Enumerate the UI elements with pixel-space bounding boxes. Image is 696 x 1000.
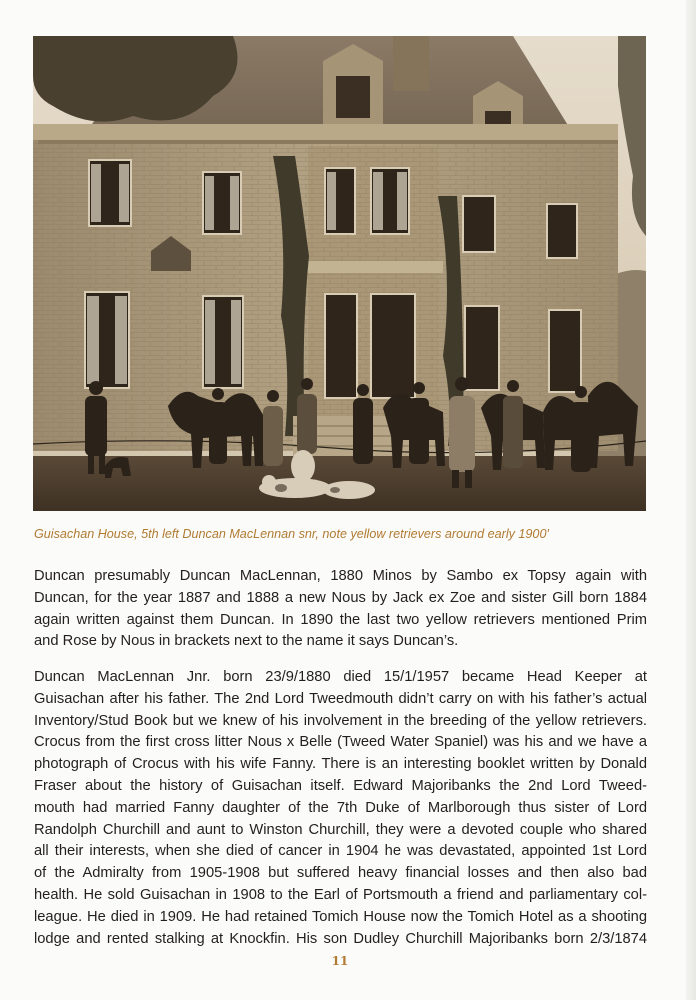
page-edge <box>686 0 696 1000</box>
body-paragraph-1 <box>34 566 647 653</box>
text-line: Duncan MacLennan Jnr. born 23/9/1880 died 15/1/1957 became Head Keeper at <box>34 669 647 685</box>
house-photo <box>33 36 646 511</box>
text-line: and Rose by Nous in brackets next to the name it says Duncan’s. <box>34 633 459 650</box>
photo-caption: Guisachan House, 5th left Duncan MacLennan snr, note yellow retrievers around early 1900' <box>34 527 549 541</box>
page-number: 11 <box>331 954 349 968</box>
text-line: league. He died in 1909. He had retained Tomich House now the Tomich Hotel as a shooting <box>34 908 647 925</box>
text-line: Inventory/Stud Book but we knew of his involvement in the breeding of the yellow retrievers. <box>34 712 647 729</box>
text-line: of the Admiralty from 1905-1908 but suffered heavy financial losses and then also bad <box>34 865 647 882</box>
body-paragraph-2 <box>34 667 647 950</box>
text-line: Crocus from the first cross litter Nous x Belle (Tweed Water Spaniel) was his and we have a <box>34 734 647 751</box>
text-line: lodge and rented stalking at Knockfin. His son Dudley Churchill Majoribanks born 2/3/1874 <box>34 930 647 947</box>
text-line: Duncan presumably Duncan MacLennan, 1880 Minos by Sambo ex Topsy again with <box>34 568 647 584</box>
photo-frame <box>33 36 646 511</box>
text-line: health. He sold Guisachan in 1908 to the Earl of Portsmouth a friend and parliamentary col- <box>34 886 647 903</box>
text-line: Fraser about the history of Guisachan itself. Edward Majoribanks the 2nd Lord Tweed- <box>34 777 647 794</box>
text-line: Randolph Churchill and aunt to Winston Churchill, they were a devoted couple who shared <box>34 821 647 838</box>
text-line: again written against them Duncan. In 1890 the last two yellow retrievers mentioned Prim <box>34 611 647 628</box>
text-line: Guisachan after his father. The 2nd Lord Tweedmouth didn’t carry on with his father’s actual <box>34 690 647 707</box>
text-line: Duncan, for the year 1887 and 1888 a new Nous by Jack ex Zoe and sister Gill born 1884 <box>34 589 647 606</box>
text-line: mouth had married Fanny daughter of the 7th Duke of Marlborough thus sister of Lord <box>34 799 647 816</box>
text-line: photograph of Crocus with his wife Fanny. There is an interesting booklet written by Donald <box>34 756 647 773</box>
text-line: all their interests, when she died of cancer in 1904 he was devastated, appointed 1st Lord <box>34 843 647 860</box>
